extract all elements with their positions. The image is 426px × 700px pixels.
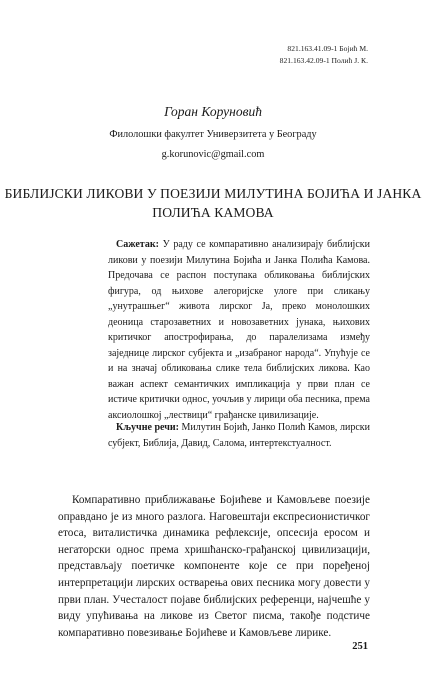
article-title-text: БИБЛИЈСКИ ЛИКОВИ У ПОЕЗИЈИ МИЛУТИНА БОЈИЋА И ЈАНКА ПОЛИЋА КАМОВА — [4, 186, 422, 220]
keywords-label: Кључне речи: — [116, 422, 179, 433]
udk-classification — [280, 43, 368, 67]
abstract-text: У раду се компаративно анализирају библијски ликови у поезији Милутина Бојића и Јанка Полића Камова. Предочава се распон поступака обликовања библијских фигура, од њихове алегоријске улоге при сликању „унутрашњег“ живота лирског Ја, преко монолошких деоница старозаветних и новозаветних јунака, њихових критичког апострофирања, до паралелизама између заједнице лирског субјекта и „изабраног народа“. Упућује се и на значај обликовања слике тела библијских ликова. Као важан аспект семантичких импликација у први план се истиче критички однос, уочљив у лирици оба песника, према аксиолошкој „лествици“ грађанске цивилизације. — [108, 239, 370, 422]
page-number: 251 — [352, 641, 368, 652]
author-name: Горан Коруновић — [164, 104, 262, 119]
keywords — [108, 420, 370, 451]
udk-line-2: 821.163.42.09-1 Полић Ј. К. — [279, 56, 368, 65]
udk-line-1: 821.163.41.09-1 Бојић М. — [287, 44, 368, 53]
body-paragraph: Компаративно приближавање Бојићеве и Камовљеве поезије оправдано је из много разлога. Наговештаји експресионистичког етоса, виталистичка динамика рефлексије, опсесија еросом и негаторски однос према хришћанско-грађанској цивилизацији, представљају поетичке компоненте које се при поређеној интерпретацији лирских остварења ових песника могу довести у први план. Учесталост појаве библијских референци, најчешће у виду упућивања на ликове из Светог писма, такође подстиче компаративно повезивање Бојићеве и Камовљеве лирике. — [58, 494, 370, 639]
abstract — [108, 237, 370, 424]
keywords-text: Милутин Бојић, Јанко Полић Камов, лирски субјект, Библија, Давид, Салома, интертекстуалност. — [108, 422, 370, 449]
author-email: g.korunovic@gmail.com — [161, 149, 265, 160]
affiliation: Филолошки факултет Универзитета у Београду — [109, 129, 317, 140]
abstract-label: Сажетак: — [116, 239, 159, 250]
article-title — [0, 184, 426, 222]
author-affiliation-block — [0, 125, 426, 165]
